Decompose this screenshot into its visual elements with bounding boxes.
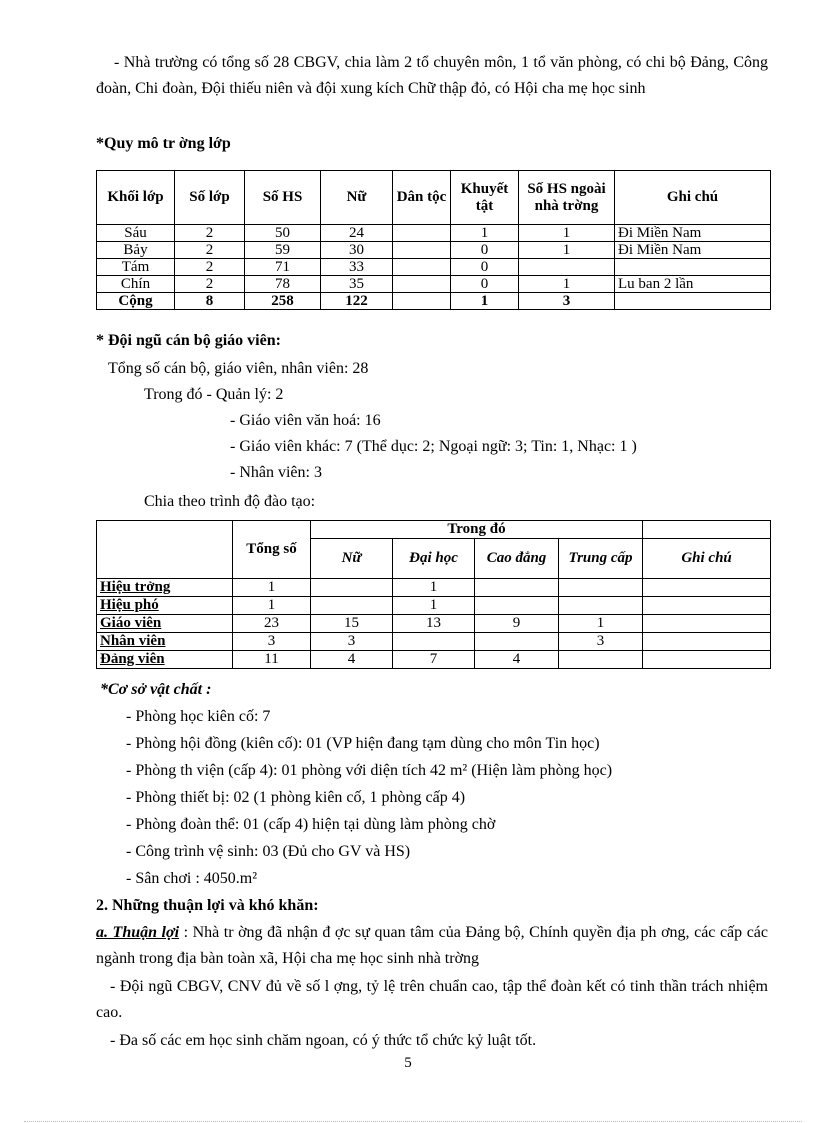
facility-item: - Công trình vệ sinh: 03 (Đủ cho GV và HS) [126,843,411,860]
cell: 1 [451,293,519,310]
staff-total: Tổng số cán bộ, giáo viên, nhân viên: 28 [108,360,369,377]
cell: 1 [393,579,475,597]
staff-employees: - Nhân viên: 3 [230,464,322,481]
cell: 15 [311,615,393,633]
heading-co-so-vat-chat: *Cơ sở vật chất : [100,681,212,698]
cell [475,597,559,615]
facility-item: - Phòng thiết bị: 02 (1 phòng kiên cố, 1 phòng cấp 4) [126,789,466,806]
class-scale-table [96,170,771,310]
col-header-empty [97,521,233,579]
table-header-row [97,171,771,225]
cell [643,633,771,651]
table-row [97,259,771,276]
table-total-row [97,293,771,310]
col-header: Khuyết tật [451,171,519,225]
cell: 1 [393,597,475,615]
cell: 4 [475,651,559,669]
cell [643,597,771,615]
cell [643,579,771,597]
cell: 23 [233,615,311,633]
intro-paragraph: - Nhà trường có tổng số 28 CBGV, chia làm 2 tổ chuyên môn, 1 tổ văn phòng, có chi bộ Đảng, Công đoàn, Chi đoàn, Đội thiếu niên và đội xung kích Chữ thập đỏ, có Hội cha mẹ học sinh [96,54,768,97]
table-row [97,615,771,633]
cell [475,579,559,597]
facility-item: - Phòng hội đồng (kiên cố): 01 (VP hiện đang tạm dùng cho môn Tin học) [126,735,600,752]
cell [643,615,771,633]
cell: 1 [519,276,615,293]
col-header: Khối lớp [97,171,175,225]
cell: 7 [393,651,475,669]
col-header: Đại học [393,539,475,579]
cell: 3 [559,633,643,651]
page-number: 5 [404,1055,412,1071]
col-header: Nữ [321,171,393,225]
cell: Lu ban 2 lần [615,276,771,293]
cell: 1 [559,615,643,633]
cell: 0 [451,276,519,293]
cell: 3 [311,633,393,651]
facility-item: - Phòng th viện (cấp 4): 01 phòng với diện tích 42 m² (Hiện làm phòng học) [126,762,613,779]
col-header: Ghi chú [615,171,771,225]
cell: 11 [233,651,311,669]
cell: 59 [245,242,321,259]
cell: 258 [245,293,321,310]
row-label: Hiệu trởng [97,579,233,597]
cell: 35 [321,276,393,293]
advantages-paragraph [96,920,768,972]
cell: Cộng [97,293,175,310]
cell [519,259,615,276]
cell [393,259,451,276]
cell: 2 [175,259,245,276]
cell: 78 [245,276,321,293]
cell: Chín [97,276,175,293]
staff-by-training: Chia theo trình độ đào tạo: [144,493,316,510]
cell: Tám [97,259,175,276]
col-header: Trung cấp [559,539,643,579]
cell: Đi Miền Nam [615,242,771,259]
table-row [97,242,771,259]
cell: Sáu [97,225,175,242]
col-header: Cao đẳng [475,539,559,579]
cell: 0 [451,242,519,259]
table-row [97,579,771,597]
staff-managers: Trong đó - Quản lý: 2 [144,386,284,403]
table-row [97,225,771,242]
row-label: Đảng viên [97,651,233,669]
col-header: Số lớp [175,171,245,225]
cell: 8 [175,293,245,310]
staff-culture-teachers: - Giáo viên văn hoá: 16 [230,412,381,429]
cell: 30 [321,242,393,259]
cell: Đi Miền Nam [615,225,771,242]
cell: 9 [475,615,559,633]
cell: 1 [451,225,519,242]
advantages-label: a. Thuận lợi [96,924,180,941]
heading-thuan-loi-kho-khan: 2. Những thuận lợi và khó khăn: [96,897,319,914]
cell: 24 [321,225,393,242]
col-header: Nữ [311,539,393,579]
col-header: Trong đó [311,521,643,539]
col-header: Dân tộc [393,171,451,225]
cell: 1 [233,597,311,615]
cell: 3 [233,633,311,651]
cell: 13 [393,615,475,633]
cell [311,579,393,597]
cell: 1 [519,242,615,259]
row-label: Giáo viên [97,615,233,633]
row-label: Nhân viên [97,633,233,651]
cell [559,651,643,669]
row-label: Hiệu phó [97,597,233,615]
table-header-row [97,521,771,539]
cell [393,276,451,293]
page-bottom-divider [24,1121,802,1122]
table-row [97,276,771,293]
table-row [97,651,771,669]
cell: 50 [245,225,321,242]
cell: 3 [519,293,615,310]
facility-item: - Sân chơi : 4050.m² [126,870,258,887]
cell [311,597,393,615]
table-row [97,597,771,615]
col-header: Số HS ngoài nhà trờng [519,171,615,225]
heading-doi-ngu: * Đội ngũ cán bộ giáo viên: [96,332,281,349]
cell: 71 [245,259,321,276]
cell: 4 [311,651,393,669]
cell [643,651,771,669]
cell [559,579,643,597]
staff-other-teachers: - Giáo viên khác: 7 (Thể dục: 2; Ngoại ngữ: 3; Tin: 1, Nhạc: 1 ) [230,438,637,455]
training-level-table [96,520,771,669]
col-header: Số HS [245,171,321,225]
cell [393,225,451,242]
cell: 2 [175,225,245,242]
cell [615,259,771,276]
cell [615,293,771,310]
cell: 2 [175,276,245,293]
cell [393,633,475,651]
cell [393,242,451,259]
col-header: Tổng số [233,521,311,579]
staff-paragraph: - Đội ngũ CBGV, CNV đủ về số l ợng, tỷ lệ trên chuẩn cao, tập thể đoàn kết có tinh thần trách nhiệm cao. [96,978,768,1021]
cell: 1 [233,579,311,597]
cell: 1 [519,225,615,242]
col-header: Ghi chú [643,539,771,579]
cell: 2 [175,242,245,259]
cell [475,633,559,651]
advantages-text: : Nhà tr ờng đã nhận đ ợc sự quan tâm của Đảng bộ, Chính quyền địa ph ơng, các cấp các ngành trong địa bàn toàn xã, Hội cha mẹ học sinh nhà trờng [96,924,768,967]
facility-item: - Phòng học kiên cố: 7 [126,708,271,725]
col-header-empty [643,521,771,539]
students-paragraph: - Đa số các em học sinh chăm ngoan, có ý thức tổ chức kỷ luật tốt. [110,1032,537,1049]
table-row [97,633,771,651]
cell: Bảy [97,242,175,259]
cell: 33 [321,259,393,276]
cell: 122 [321,293,393,310]
cell [393,293,451,310]
cell [559,597,643,615]
heading-quy-mo: *Quy mô tr ờng lớp [96,135,231,152]
cell: 0 [451,259,519,276]
facility-item: - Phòng đoàn thể: 01 (cấp 4) hiện tại dùng làm phòng chờ [126,816,496,833]
